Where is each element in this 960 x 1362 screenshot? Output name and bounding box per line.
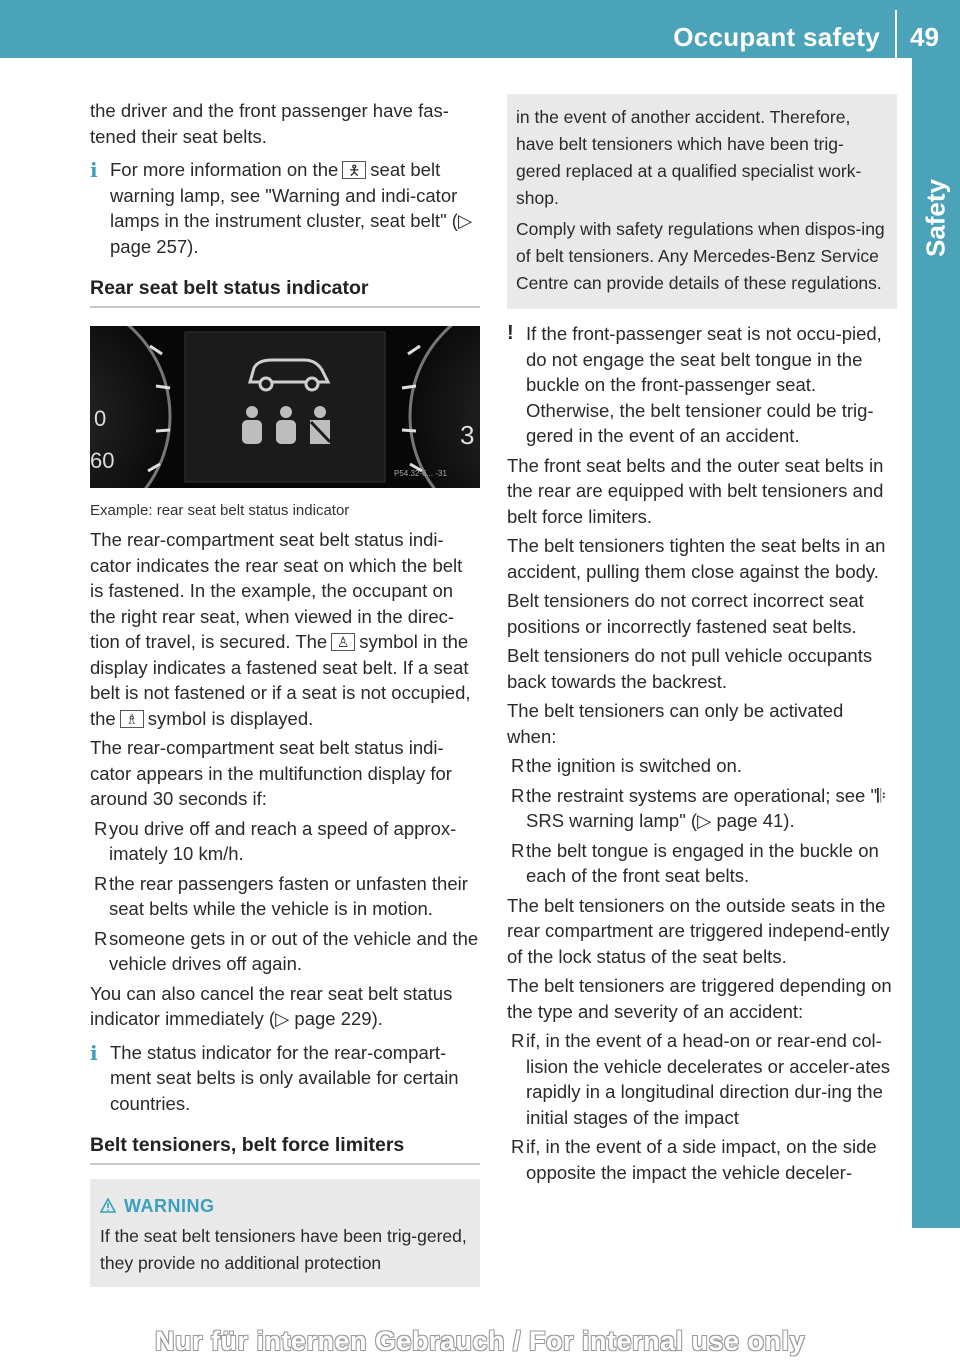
warning-icon bbox=[100, 1198, 116, 1213]
info-note-2: i The status indicator for the rear-compart-ment seat belts is only available for certain countries. bbox=[90, 1040, 459, 1114]
caution-note: ! If the front-passenger seat is not occu-pied, do not engage the seat belt tongue in the buckle on the front-passenger seat. Otherwise, the belt tensioner could be trig-gered in the event of an accident. bbox=[507, 322, 882, 446]
svg-text:60: 60 bbox=[90, 448, 115, 473]
info-icon: i bbox=[90, 1040, 98, 1065]
info-note-1: i For more information on the 🯅 seat belt warning lamp, see "Warning and indi-cator lamps in the instrument cluster, seat belt" (▷ page 257). bbox=[90, 158, 473, 257]
section-title: Occupant safety bbox=[673, 22, 880, 52]
watermark-footer: Nur für internen Gebrauch / For internal use only bbox=[154, 1326, 806, 1356]
side-tab bbox=[912, 58, 960, 1228]
instrument-cluster-photo bbox=[90, 326, 480, 488]
svg-text:P54.32-6... -31: P54.32-6... -31 bbox=[394, 469, 447, 478]
paragraph: The belt tensioners tighten the seat belts in an accident, pulling them close against the body. bbox=[507, 535, 886, 582]
list-item: R if, in the event of a side impact, on the side opposite the impact the vehicle deceler- bbox=[511, 1136, 877, 1183]
side-tab-label: Safety bbox=[920, 178, 951, 258]
section-heading: Rear seat belt status indicator bbox=[90, 277, 480, 308]
paragraph: You can also cancel the rear seat belt status indicator immediately (▷ page 229). bbox=[90, 982, 453, 1029]
paragraph: The front seat belts and the outer seat belts in the rear are equipped with belt tensioners and belt force limiters. bbox=[507, 454, 884, 527]
warning-box-continued: in the event of another accident. Therefore, have belt tensioners which have been trig-gered replaced at a qualified specialist work-shop. Comply with safety regulations when dispos-ing of belt tensioners. Any Mercedes-Benz Service Centre can provide details of these regulations. bbox=[507, 94, 897, 309]
belt-unfastened-icon: ♗ bbox=[120, 710, 144, 728]
belt-fastened-icon: ♙ bbox=[331, 633, 355, 651]
paragraph: Belt tensioners do not correct incorrect seat positions or incorrectly fastened seat belts. bbox=[507, 590, 864, 637]
warning-label: WARNING bbox=[124, 1196, 215, 1216]
seat-belt-warning-icon: 🯅 bbox=[342, 161, 366, 179]
warning-text: If the seat belt tensioners have been trig-gered, they provide no additional protection bbox=[100, 1226, 467, 1273]
paragraph: The rear-compartment seat belt status indi-cator indicates the rear seat on which the belt is fastened. In the example, the occupant on the right rear seat, when viewed in the direc-tion of travel, is secured. The ♙ symbol in the display indicates a fastened seat belt. If a seat belt is not fastened or if a seat is not occupied, the ♗ symbol is displayed. bbox=[90, 529, 471, 729]
page-number: 49 bbox=[910, 22, 939, 52]
header-divider bbox=[895, 10, 897, 58]
caution-icon: ! bbox=[507, 322, 514, 344]
paragraph: The belt tensioners are triggered depending on the type and severity of an accident: bbox=[507, 975, 892, 1022]
list-item: R the rear passengers fasten or unfasten their seat belts while the vehicle is in motion. bbox=[94, 872, 468, 919]
left-column bbox=[90, 98, 480, 1287]
paragraph: The belt tensioners can only be activated when: bbox=[507, 700, 844, 747]
svg-text:0: 0 bbox=[94, 406, 107, 431]
photo-caption: Example: rear seat belt status indicator bbox=[90, 502, 350, 519]
list-item: R if, in the event of a head-on or rear-end col-lision the vehicle decelerates or acceler-ates rapidly in a longitudinal direction dur-ing the initial stages of the impact bbox=[511, 1030, 891, 1128]
list-item: R you drive off and reach a speed of approx-imately 10 km/h. bbox=[94, 817, 457, 864]
info-icon: i bbox=[90, 158, 98, 182]
list-item: R the ignition is switched on. bbox=[511, 755, 742, 776]
intro-text: the driver and the front passenger have fas-tened their seat belts. bbox=[90, 100, 449, 147]
paragraph: The belt tensioners on the outside seats in the rear compartment are triggered independ-ently of the lock status of the seat belts. bbox=[507, 894, 890, 967]
list-item: R the restraint systems are operational; see "𝄆 SRS warning lamp" (▷ page 41). bbox=[511, 784, 887, 831]
list-item: R the belt tongue is engaged in the buckle on each of the front seat belts. bbox=[511, 839, 879, 886]
section-heading: Belt tensioners, belt force limiters bbox=[90, 1134, 480, 1165]
svg-text:3: 3 bbox=[460, 420, 475, 450]
paragraph: Belt tensioners do not pull vehicle occupants back towards the backrest. bbox=[507, 645, 873, 692]
right-column bbox=[507, 94, 897, 1189]
warning-box bbox=[90, 1179, 480, 1287]
list-item: R someone gets in or out of the vehicle and the vehicle drives off again. bbox=[94, 927, 479, 974]
paragraph: The rear-compartment seat belt status indi-cator appears in the multifunction display for around 30 seconds if: bbox=[90, 737, 452, 809]
